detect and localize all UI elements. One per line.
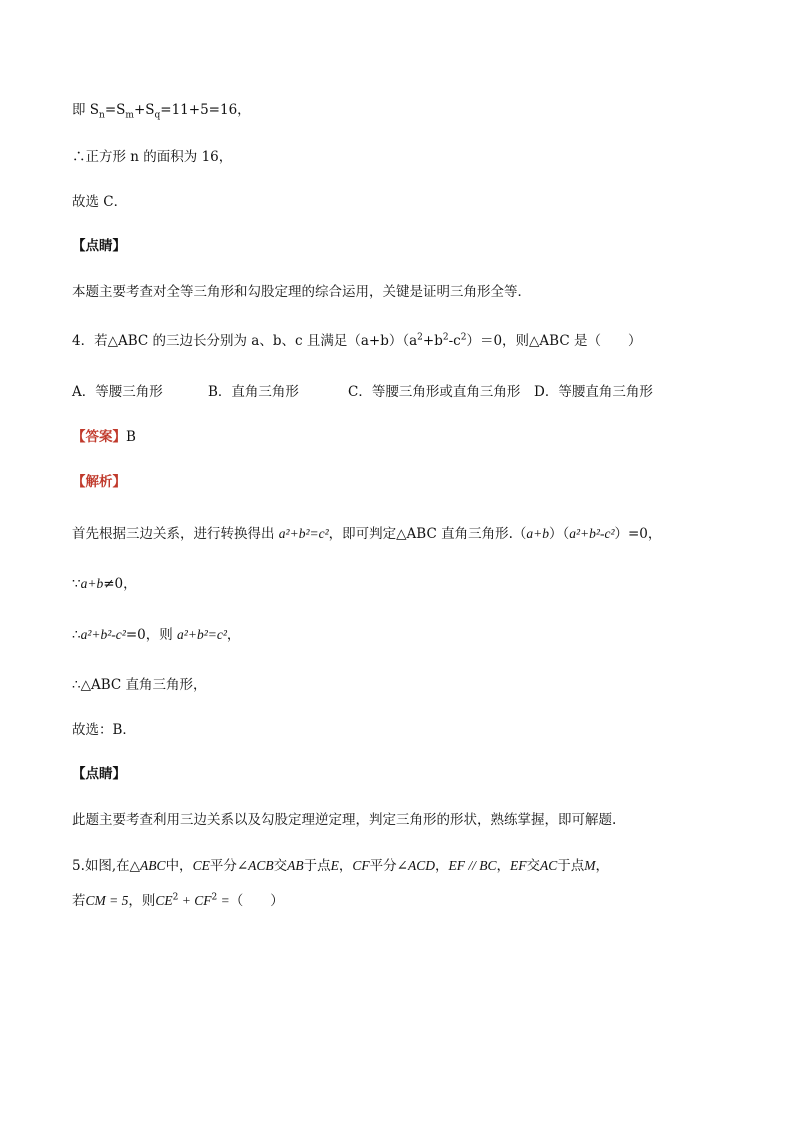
text: 5.如图,在 [72, 858, 130, 874]
math: + CF [178, 893, 212, 908]
option-a: A．等腰三角形 [72, 384, 163, 400]
text: ）＝0，则△ABC 是（ ） [466, 333, 642, 349]
text: =11+5=16， [160, 102, 251, 118]
question-4-options [72, 383, 692, 403]
math: a²+b²=c² [278, 526, 329, 541]
superscript: 2 [442, 332, 449, 343]
text: +S [133, 102, 155, 118]
text: ）（ [549, 526, 570, 542]
math: CM = 5 [85, 893, 129, 908]
text: （ ） [229, 893, 284, 909]
option-d: D．等腰直角三角形 [534, 384, 653, 400]
text: 4．若△ABC 的三边长分别为 a、b、c 且满足（a+b）（a [72, 333, 418, 349]
math: E [330, 858, 339, 873]
text: ∵ [72, 576, 81, 592]
math: = [217, 893, 230, 908]
analysis-line-1 [72, 525, 661, 543]
answer-value: B [126, 429, 136, 445]
text: ， [595, 858, 609, 874]
text: 于点 [303, 858, 331, 874]
text: 首先根据三边关系，进行转换得出 [72, 526, 279, 542]
text: 中， [165, 858, 193, 874]
text: -c [448, 333, 461, 349]
solution-line-3: 故选 C． [72, 194, 128, 210]
subscript: n [99, 110, 105, 121]
question-5-line-2 [72, 892, 284, 910]
math: CF [352, 858, 370, 873]
text: 平分 [369, 858, 397, 874]
math: a²+b²=c² [177, 627, 227, 642]
superscript: 2 [211, 892, 218, 903]
analysis-line-2 [72, 575, 137, 593]
superscript: 2 [417, 332, 423, 343]
math: EF [509, 858, 527, 873]
option-c: C．等腰三角形或直角三角形 [348, 384, 521, 400]
text: =S [104, 102, 126, 118]
text: 平分 [209, 858, 237, 874]
analysis-heading: 【解析】 [72, 474, 126, 490]
text: ≠0， [103, 576, 137, 592]
text: 若 [72, 893, 86, 909]
text: +b [422, 333, 443, 349]
text: ， [226, 627, 241, 643]
text: 即 S [72, 102, 100, 118]
option-b: B．直角三角形 [208, 384, 299, 400]
answer-line [72, 428, 136, 446]
math: a²+b²-c² [569, 526, 615, 541]
math: ∠ACD [396, 858, 435, 873]
comment-text-2: 此题主要考查利用三边关系以及勾股定理逆定理，判定三角形的形状，熟练掌握，即可解题. [72, 812, 617, 828]
math: CE [192, 858, 210, 873]
text: ）=0， [614, 526, 662, 542]
solution-line-2: ∴正方形 n 的面积为 16， [72, 149, 233, 165]
superscript: 2 [460, 332, 467, 343]
math: a+b [80, 576, 104, 591]
text: =0，则 [125, 627, 178, 643]
analysis-line-3 [72, 626, 240, 644]
text: 交 [526, 858, 540, 874]
text: ， [338, 858, 353, 874]
math: a+b [526, 526, 549, 541]
analysis-line-4: ∴△ABC 直角三角形， [72, 677, 207, 693]
question-4-stem [72, 332, 641, 350]
text: ，则 [128, 893, 156, 909]
text: ， [496, 858, 510, 874]
subscript: q [154, 110, 161, 121]
comment-text-1: 本题主要考查对全等三角形和勾股定理的综合运用，关键是证明三角形全等． [72, 284, 531, 300]
text: ，即可判定△ABC 直角三角形.（ [328, 526, 527, 542]
math: EF // BC [448, 858, 497, 873]
math: ∠ACB [236, 858, 274, 873]
math: △ABC [129, 858, 166, 873]
math: CE [155, 893, 173, 908]
subscript: m [125, 110, 134, 121]
text: ， [434, 858, 449, 874]
comment-heading-1: 【点睛】 [72, 238, 126, 254]
superscript: 2 [172, 892, 179, 903]
math: AB [287, 858, 304, 873]
solution-line-1 [72, 101, 251, 119]
text: ∴ [72, 627, 81, 643]
analysis-line-5: 故选：B． [72, 722, 136, 738]
math: AC [539, 858, 558, 873]
question-5-line-1 [72, 857, 609, 875]
math: a²+b²-c² [80, 627, 126, 642]
answer-heading: 【答案】 [72, 429, 126, 445]
comment-heading-2: 【点睛】 [72, 766, 126, 782]
text: 于点 [557, 858, 585, 874]
text: 交 [273, 858, 288, 874]
math: M [584, 858, 596, 873]
